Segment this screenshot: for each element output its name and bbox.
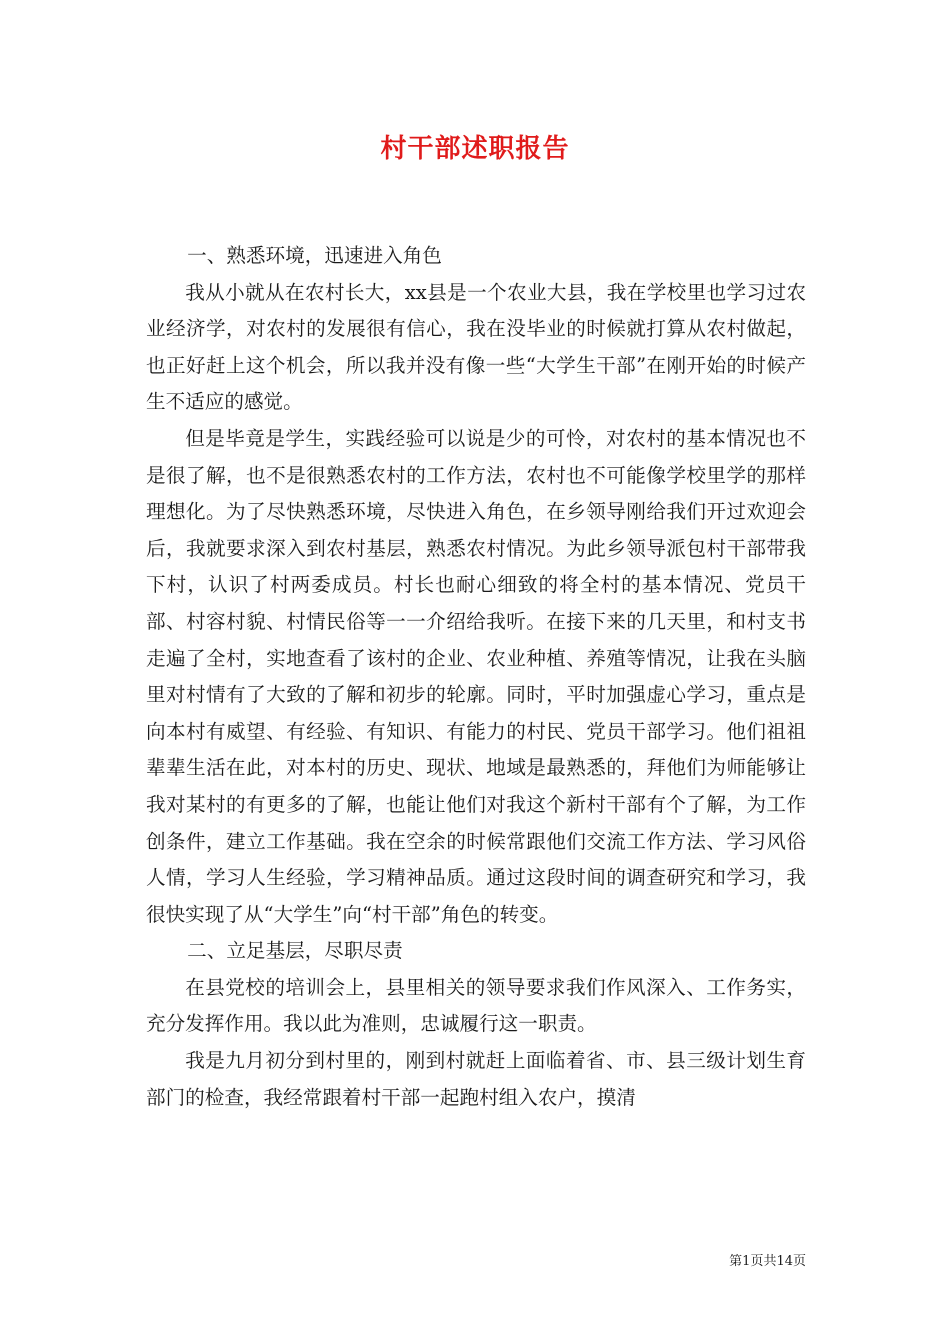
body-paragraph: 我从小就从在农村长大，xx县是一个农业大县，我在学校里也学习过农业经济学，对农村的发展很有信心，我在没毕业的时候就打算从农村做起，也正好赶上这个机会，所以我并没有像一些“大学生干部”在刚开始的时候产生不适应的感觉。 [146,280,806,414]
section-heading-2: 二、立足基层，尽职尽责 [187,939,403,963]
body-paragraph: 在县党校的培训会上，县里相关的领导要求我们作风深入、工作务实，充分发挥作用。我以此为准则，忠诚履行这一职责。 [146,975,806,1036]
page-number: 第1页共14页 [729,1254,806,1269]
document-title: 村干部述职报告 [380,134,570,164]
section-heading-1: 一、熟悉环境，迅速进入角色 [187,244,442,267]
document-body [146,238,806,1116]
body-paragraph: 但是毕竟是学生，实践经验可以说是少的可怜，对农村的基本情况也不是很了解，也不是很熟悉农村的工作方法，农村也不可能像学校里学的那样理想化。为了尽快熟悉环境，尽快进入角色，在乡领导刚给我们开过欢迎会后，我就要求深入到农村基层，熟悉农村情况。为此乡领导派包村干部带我下村，认识了村两委成员。村长也耐心细致的将全村的基本情况、党员干部、村容村貌、村情民俗等一一介绍给我听。在接下来的几天里，和村支书走遍了全村，实地查看了该村的企业、农业种植、养殖等情况，让我在头脑里对村情有了大致的了解和初步的轮廓。同时，平时加强虚心学习，重点是向本村有威望、有经验、有知识、有能力的村民、党员干部学习。他们祖祖辈辈生活在此，对本村的历史、现状、地域是最熟悉的，拜他们为师能够让我对某村的有更多的了解，也能让他们对我这个新村干部有个了解，为工作创条件，建立工作基础。我在空余的时候常跟他们交流工作方法、学习风俗人情，学习人生经验，学习精神品质。通过这段时间的调查研究和学习，我很快实现了从“大学生”向“村干部”角色的转变。 [146,426,806,926]
body-paragraph: 我是九月初分到村里的，刚到村就赶上面临着省、市、县三级计划生育部门的检查，我经常跟着村干部一起跑村组入农户，摸清 [146,1049,806,1109]
